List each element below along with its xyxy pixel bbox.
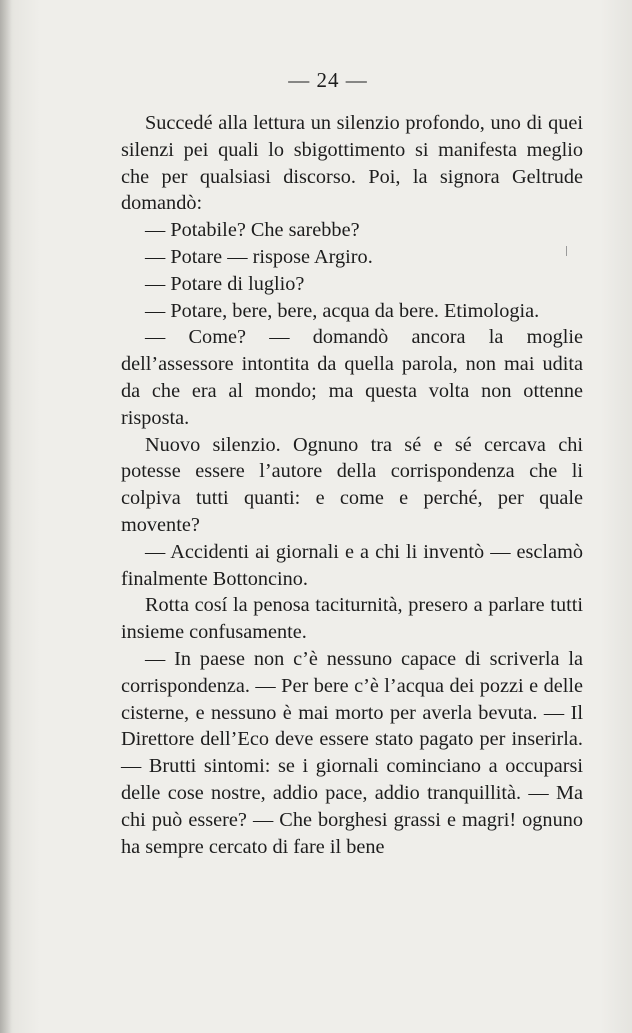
paragraph-1: Succedé alla lettura un silenzio profondo, uno di quei silenzi pei quali lo sbigottimento si manifesta meglio che per qualsiasi discorso. Poi, la signora Geltrude domandò:: [121, 112, 583, 215]
paragraph-10: — In paese non c’è nessuno capace di scriverla la corrispondenza. — Per bere c’è l’acqua dei pozzi e delle cisterne, e nessuno è mai morto per averla bevuta. — Il Direttore dell’Eco deve essere stato pagato per inserirla. — Brutti sintomi: se i giornali cominciano a occuparsi delle cose nostre, addio pace, addio tranquillità. — Ma chi può essere? — Che borghesi grassi e magri! ognuno ha sempre cercato di fare il bene: [121, 647, 583, 858]
scan-speck: [566, 246, 567, 256]
paragraph-3: — Potare — rispose Argiro.: [145, 245, 373, 268]
paragraph-2: — Potabile? Che sarebbe?: [145, 219, 360, 242]
paragraph-8: — Accidenti ai giornali e a chi li inventò — esclamò finalmente Bottoncino.: [121, 540, 583, 590]
spine-shadow: [0, 0, 12, 1033]
paragraph-9: Rotta cosí la penosa taciturnità, presero a parlare tutti insieme confusamente.: [121, 594, 583, 644]
paragraph-6: — Come? — domandò ancora la moglie dell’assessore intontita da quella parola, non mai udita da che era al mondo; ma questa volta non ottenne risposta.: [121, 326, 583, 429]
page-number: — 24 —: [288, 68, 368, 92]
body-text: [121, 110, 583, 860]
paragraph-4: — Potare di luglio?: [145, 272, 305, 295]
paragraph-7: Nuovo silenzio. Ognuno tra sé e sé cercava chi potesse essere l’autore della corrispondenza che li colpiva tutti quanti: e come e perché, per quale movente?: [121, 433, 583, 536]
paragraph-5: — Potare, bere, bere, acqua da bere. Etimologia.: [145, 299, 540, 322]
